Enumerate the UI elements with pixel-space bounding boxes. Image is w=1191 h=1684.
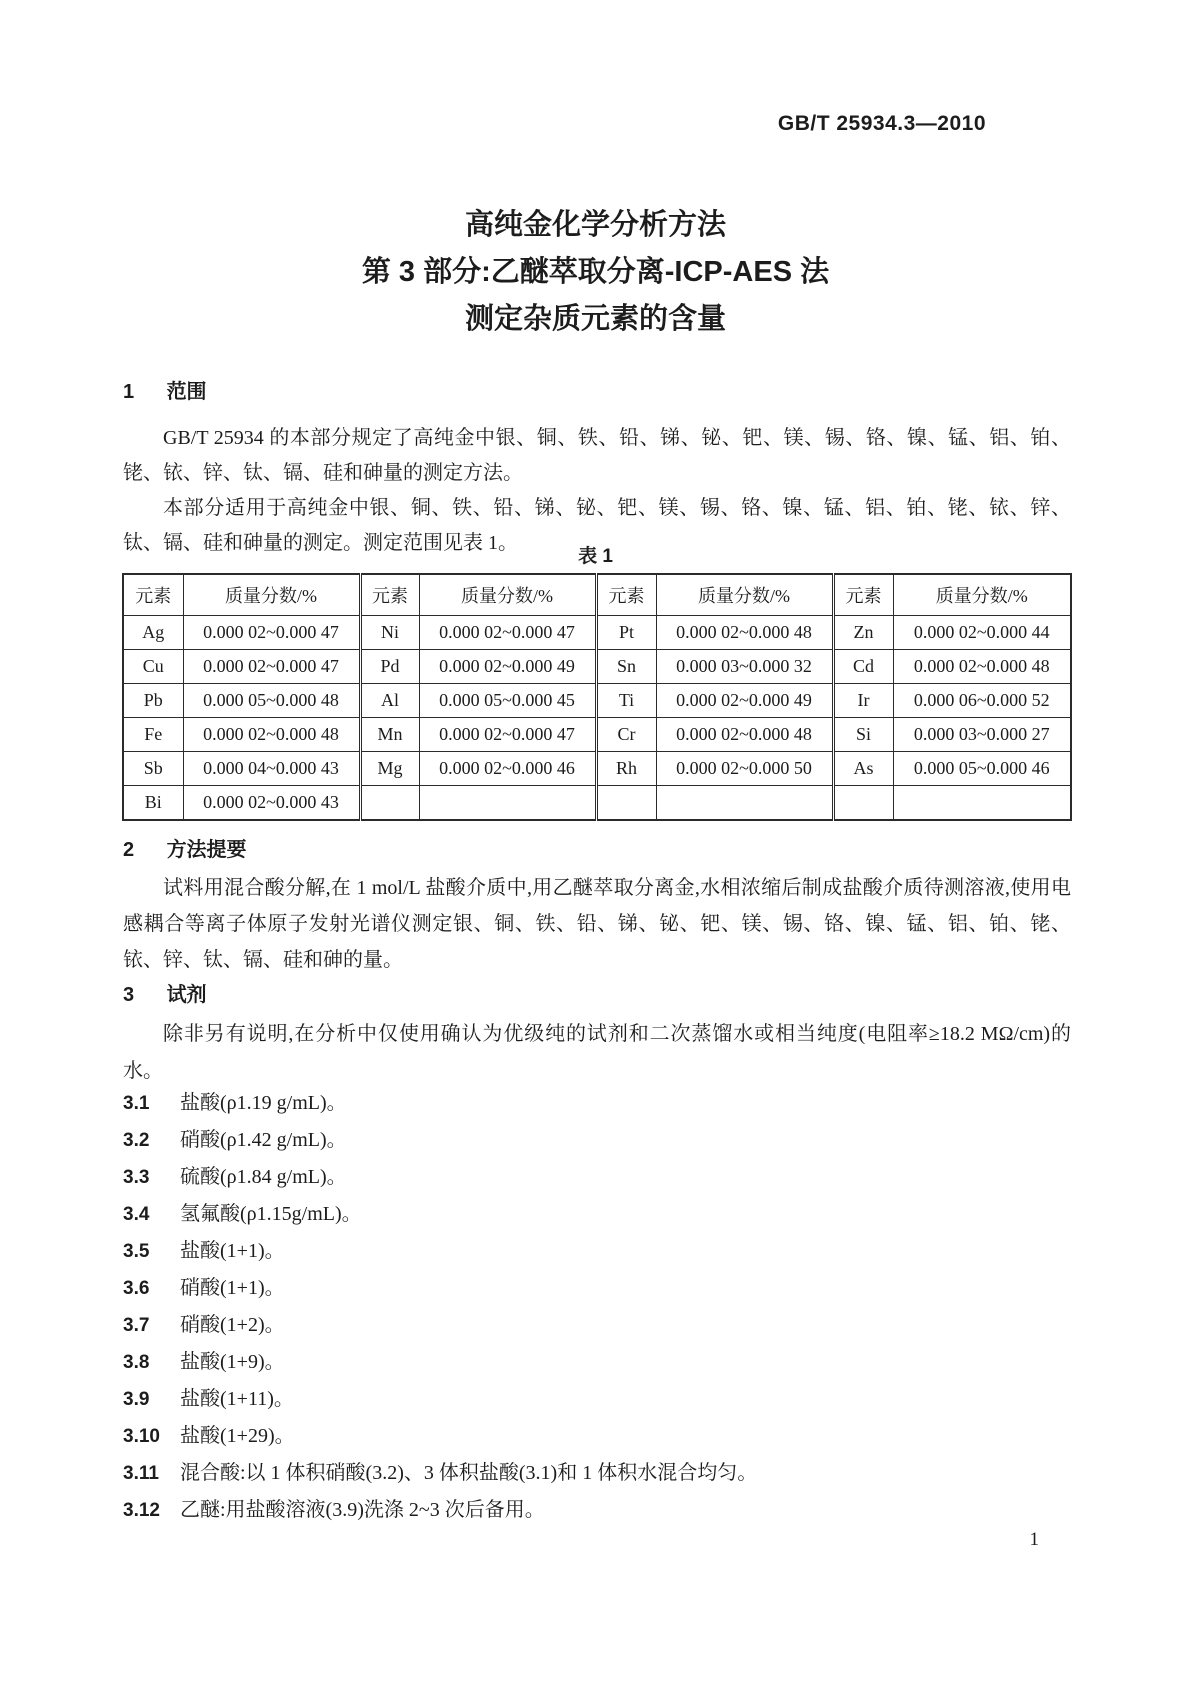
range-cell: 0.000 03~0.000 27 xyxy=(893,718,1071,752)
reagent-item-3-11 xyxy=(123,1455,1071,1492)
reagent-item-3-8 xyxy=(123,1344,1071,1381)
table-1 xyxy=(122,573,1072,821)
reagent-text: 盐酸(1+1)。 xyxy=(180,1240,285,1262)
reagent-number: 3.11 xyxy=(123,1463,159,1484)
element-cell: Cr xyxy=(596,718,656,752)
range-cell: 0.000 02~0.000 43 xyxy=(183,786,360,821)
element-cell: Cu xyxy=(123,650,183,684)
range-cell: 0.000 02~0.000 49 xyxy=(656,684,833,718)
reagent-number: 3.10 xyxy=(123,1426,160,1447)
element-cell: Cd xyxy=(833,650,893,684)
range-cell xyxy=(656,786,833,821)
reagent-text: 氢氟酸(ρ1.15g/mL)。 xyxy=(180,1203,362,1225)
reagent-number: 3.2 xyxy=(123,1130,150,1151)
reagent-text: 混合酸:以 1 体积硝酸(3.2)、3 体积盐酸(3.1)和 1 体积水混合均匀。 xyxy=(180,1462,758,1484)
reagent-text: 硝酸(1+1)。 xyxy=(180,1277,285,1299)
summary-paragraph: 试料用混合酸分解,在 1 mol/L 盐酸介质中,用乙醚萃取分离金,水相浓缩后制成盐酸介质待测溶液,使用电感耦合等离子体原子发射光谱仪测定银、铜、铁、铅、锑、铋、钯、镁、锡、铬、镍、锰、铝、铂、铑、铱、锌、钛、镉、硅和砷的量。 xyxy=(123,877,1071,971)
range-cell: 0.000 03~0.000 32 xyxy=(656,650,833,684)
reagent-number: 3.7 xyxy=(123,1315,150,1336)
element-cell xyxy=(360,786,419,821)
col-header-element: 元素 xyxy=(123,574,183,616)
range-cell: 0.000 02~0.000 49 xyxy=(419,650,596,684)
col-header-element: 元素 xyxy=(360,574,419,616)
element-cell: Sb xyxy=(123,752,183,786)
element-cell xyxy=(833,786,893,821)
range-cell: 0.000 02~0.000 47 xyxy=(419,616,596,650)
table-row xyxy=(123,786,1071,821)
col-header-element: 元素 xyxy=(833,574,893,616)
element-cell: Rh xyxy=(596,752,656,786)
element-cell: Bi xyxy=(123,786,183,821)
reagents-intro-paragraph: 除非另有说明,在分析中仅使用确认为优级纯的试剂和二次蒸馏水或相当纯度(电阻率≥18.2 MΩ/cm)的水。 xyxy=(123,1023,1071,1082)
reagent-text: 硝酸(ρ1.42 g/mL)。 xyxy=(180,1129,347,1151)
section-1-title: 范围 xyxy=(166,381,207,403)
col-header-mass-fraction: 质量分数/% xyxy=(893,574,1071,616)
scope-paragraph-2: 本部分适用于高纯金中银、铜、铁、铅、锑、铋、钯、镁、锡、铬、镍、锰、铝、铂、铑、铱、锌、钛、镉、硅和砷量的测定。测定范围见表 1。 xyxy=(123,497,1071,554)
element-cell: Mn xyxy=(360,718,419,752)
table-row xyxy=(123,616,1071,650)
element-cell: Mg xyxy=(360,752,419,786)
range-cell: 0.000 02~0.000 48 xyxy=(893,650,1071,684)
reagent-text: 盐酸(ρ1.19 g/mL)。 xyxy=(180,1092,347,1114)
range-cell: 0.000 05~0.000 46 xyxy=(893,752,1071,786)
range-cell: 0.000 04~0.000 43 xyxy=(183,752,360,786)
range-cell: 0.000 05~0.000 45 xyxy=(419,684,596,718)
reagent-item-3-12 xyxy=(123,1492,1071,1529)
reagent-text: 乙醚:用盐酸溶液(3.9)洗涤 2~3 次后备用。 xyxy=(180,1499,545,1521)
reagent-text: 硝酸(1+2)。 xyxy=(180,1314,285,1336)
reagent-item-3-6 xyxy=(123,1270,1071,1307)
reagent-number: 3.4 xyxy=(123,1204,150,1225)
reagent-item-3-1 xyxy=(123,1085,1071,1122)
table-row xyxy=(123,718,1071,752)
table-header-row xyxy=(123,574,1071,616)
section-3-heading xyxy=(123,983,1071,1007)
section-2-body xyxy=(123,870,1071,978)
reagent-item-3-5 xyxy=(123,1233,1071,1270)
col-header-mass-fraction: 质量分数/% xyxy=(656,574,833,616)
element-cell: Si xyxy=(833,718,893,752)
reagent-number: 3.3 xyxy=(123,1167,150,1188)
reagent-number: 3.6 xyxy=(123,1278,150,1299)
section-2-title: 方法提要 xyxy=(166,839,247,861)
document-title xyxy=(0,202,1191,343)
range-cell xyxy=(893,786,1071,821)
section-2-heading xyxy=(123,838,1071,862)
section-3-title: 试剂 xyxy=(166,984,207,1006)
table-row xyxy=(123,650,1071,684)
title-line-2: 第 3 部分:乙醚萃取分离-ICP-AES 法 xyxy=(361,256,830,288)
reagent-text: 盐酸(1+9)。 xyxy=(180,1351,285,1373)
reagent-number: 3.9 xyxy=(123,1389,150,1410)
reagent-text: 盐酸(1+11)。 xyxy=(180,1388,294,1410)
standard-code: GB/T 25934.3—2010 xyxy=(777,112,986,135)
range-cell: 0.000 02~0.000 48 xyxy=(656,616,833,650)
scope-paragraph-1: GB/T 25934 的本部分规定了高纯金中银、铜、铁、铅、锑、铋、钯、镁、锡、铬、镍、锰、铝、铂、铑、铱、锌、钛、镉、硅和砷量的测定方法。 xyxy=(123,427,1071,484)
range-cell: 0.000 06~0.000 52 xyxy=(893,684,1071,718)
title-line-1: 高纯金化学分析方法 xyxy=(464,209,726,241)
range-cell: 0.000 05~0.000 48 xyxy=(183,684,360,718)
element-cell: Fe xyxy=(123,718,183,752)
section-1-number: 1 xyxy=(123,381,135,403)
page-number: 1 xyxy=(1029,1529,1039,1550)
reagent-item-3-9 xyxy=(123,1381,1071,1418)
col-header-element: 元素 xyxy=(596,574,656,616)
section-3-intro xyxy=(123,1016,1071,1090)
element-cell: Ag xyxy=(123,616,183,650)
range-cell: 0.000 02~0.000 44 xyxy=(893,616,1071,650)
range-cell: 0.000 02~0.000 48 xyxy=(183,718,360,752)
table-1-caption: 表 1 xyxy=(578,546,613,567)
element-cell: Pd xyxy=(360,650,419,684)
reagent-number: 3.8 xyxy=(123,1352,150,1373)
title-line-3: 测定杂质元素的含量 xyxy=(464,303,726,335)
reagent-text: 盐酸(1+29)。 xyxy=(180,1425,295,1447)
reagent-item-3-7 xyxy=(123,1307,1071,1344)
element-cell: Pt xyxy=(596,616,656,650)
col-header-mass-fraction: 质量分数/% xyxy=(183,574,360,616)
element-cell xyxy=(596,786,656,821)
reagent-item-3-4 xyxy=(123,1196,1071,1233)
element-cell: Sn xyxy=(596,650,656,684)
reagent-number: 3.5 xyxy=(123,1241,150,1262)
range-cell: 0.000 02~0.000 47 xyxy=(183,650,360,684)
element-cell: Ir xyxy=(833,684,893,718)
range-cell: 0.000 02~0.000 47 xyxy=(183,616,360,650)
element-cell: Al xyxy=(360,684,419,718)
element-cell: Zn xyxy=(833,616,893,650)
element-cell: Ni xyxy=(360,616,419,650)
table-row xyxy=(123,752,1071,786)
reagent-item-3-2 xyxy=(123,1122,1071,1159)
range-cell xyxy=(419,786,596,821)
range-cell: 0.000 02~0.000 50 xyxy=(656,752,833,786)
section-1-heading xyxy=(123,380,1071,404)
reagent-item-3-10 xyxy=(123,1418,1071,1455)
col-header-mass-fraction: 质量分数/% xyxy=(419,574,596,616)
range-cell: 0.000 02~0.000 48 xyxy=(656,718,833,752)
reagent-number: 3.12 xyxy=(123,1500,160,1521)
element-cell: Pb xyxy=(123,684,183,718)
element-cell: Ti xyxy=(596,684,656,718)
element-cell: As xyxy=(833,752,893,786)
reagent-list xyxy=(123,1085,1071,1529)
reagent-number: 3.1 xyxy=(123,1093,150,1114)
table-row xyxy=(123,684,1071,718)
reagent-text: 硫酸(ρ1.84 g/mL)。 xyxy=(180,1166,347,1188)
reagent-item-3-3 xyxy=(123,1159,1071,1196)
range-cell: 0.000 02~0.000 46 xyxy=(419,752,596,786)
section-2-number: 2 xyxy=(123,839,135,861)
section-3-number: 3 xyxy=(123,984,135,1006)
section-1-body xyxy=(123,421,1071,561)
range-cell: 0.000 02~0.000 47 xyxy=(419,718,596,752)
